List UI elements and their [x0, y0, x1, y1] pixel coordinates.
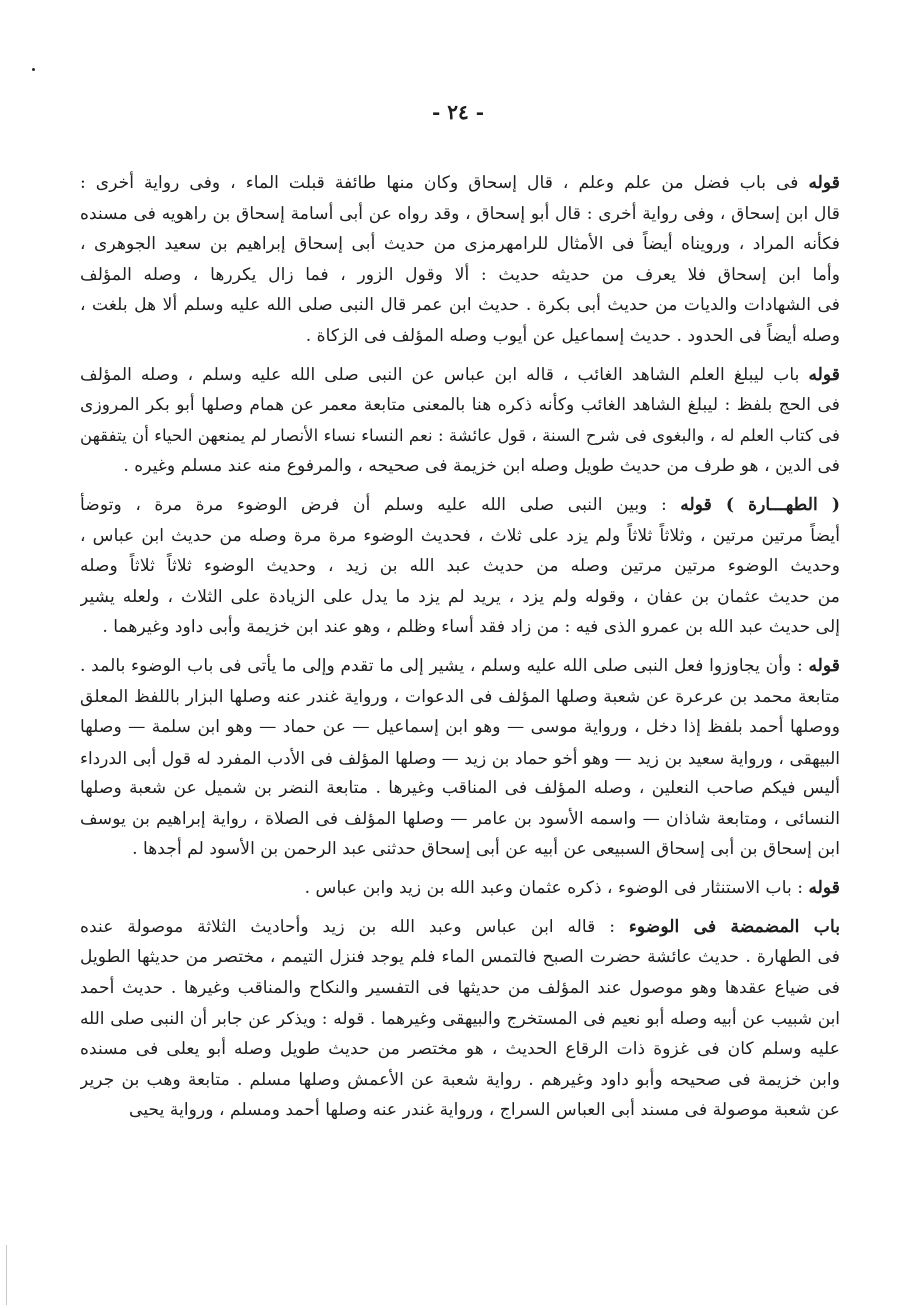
text-line: قال ابن إسحاق ، وفى رواية أخرى : قال أبو إسحاق ، وقد رواه عن أبى أسامة إسحاق بن راهويه فى مسنده	[80, 203, 840, 224]
page-number: - ٢٤ -	[431, 100, 484, 124]
text-line: النسائى ، ومتابعة شاذان — واسمه الأسود بن عامر — وصلها المؤلف فى الصلاة ، رواية إبراهيم بن يوسف	[80, 808, 840, 829]
text-line: قوله باب ليبلغ العلم الشاهد الغائب ، قاله ابن عباس عن النبى صلى الله عليه وسلم ، وصله المؤلف	[80, 364, 840, 385]
text-line: وابن خزيمة فى صحيحه وأبو داود وغيرهم . رواية شعبة عن الأعمش وصلها مسلم . متابعة وهب بن جرير	[80, 1069, 840, 1090]
text-line: فى الشهادات والديات من حديث أبى بكرة . حديث ابن عمر قال النبى صلى الله عليه وسلم ألا هل بلغت ،	[80, 295, 840, 316]
text-line: ( الطهـــارة ) قوله : وبين النبى صلى الله عليه وسلم أن فرض الوضوء مرة مرة ، وتوضأ	[80, 494, 840, 515]
paragraph	[80, 490, 840, 643]
scan-edge-line	[6, 1245, 7, 1305]
paragraph	[80, 651, 840, 865]
text-line: وأما ابن إسحاق فلا يعرف من حديثه حديث : ألا وقول الزور ، فما زال يكررها ، وصله المؤلف	[80, 264, 840, 285]
lead-keyword: باب المضمضة فى الوضوء	[628, 916, 840, 937]
text-line: قوله : وأن يجاوزوا فعل النبى صلى الله عليه وسلم ، يشير إلى ما تقدم وإلى ما يأتى فى باب الوضوء بالمد .	[80, 655, 840, 676]
text-line: عن شعبة موصولة فى مسند أبى العباس السراج ، ورواية غندر عنه وصلها أحمد ومسلم ، ورواية يحيى	[129, 1100, 840, 1121]
paragraph	[80, 912, 840, 1126]
text-line: ابن إسحاق بن أبى إسحاق السبيعى عن أبيه عن أبى إسحاق حدثنى عبد الرحمن بن الأسود لم أجدها .	[132, 839, 840, 860]
body-text	[80, 168, 840, 1134]
text-line: متابعة محمد بن عرعرة عن شعبة وصلها المؤلف فى الدعوات ، ورواية غندر عنه وصلها البزار باللفظ المعلق	[80, 686, 840, 707]
text-line: قوله : باب الاستنثار فى الوضوء ، ذكره عثمان وعبد الله بن زيد وابن عباس .	[304, 878, 840, 899]
text-line: عليه وسلم كان فى غزوة ذات الرقاع الحديث ، هو مختصر من حديث طويل وصله أبو يعلى فى مسنده	[80, 1039, 840, 1060]
text-line: أليس فيكم صاحب النعلين ، وصله المؤلف فى المناقب وغيرها . متابعة النضر بن شميل عن شعبة وصلها	[80, 778, 840, 799]
text-line: من حديث عثمان بن عفان ، وقوله ولم يزد ، يريد لم يزد ما يدل على الزيادة على الثلاث ، ولعله يشير	[80, 586, 840, 607]
paragraph	[80, 360, 840, 482]
margin-dot	[32, 68, 35, 71]
text-line: فكأنه المراد ، ورويناه أيضاً فى الأمثال للرامهرمزى من حديث أبى إسحاق إبراهيم بن سعيد الجوهرى ،	[80, 234, 840, 255]
text-line: ووصلها أحمد بلفظ إذا دخل ، ورواية موسى — وهو ابن إسماعيل — عن حماد — وهو ابن سلمة — وصلها	[80, 717, 840, 738]
text-line: قوله فى باب فضل من علم وعلم ، قال إسحاق وكان منها طائفة قبلت الماء ، وفى رواية أخرى :	[80, 173, 840, 193]
text-line: ابن شبيب عن أبيه وصله أبو نعيم فى المستخرج والبيهقى وغيرهما . قوله : ويذكر عن جابر أن النبى صلى الله	[80, 1008, 840, 1029]
text-line: باب المضمضة فى الوضوء : قاله ابن عباس وعبد الله بن زيد وأحاديث الثلاثة موصولة عنده	[80, 916, 840, 937]
text-line: فى الدين ، هو طرف من حديث طويل وصله ابن خزيمة فى صحيحه ، والمرفوع منه عند مسلم وغيره .	[123, 456, 840, 477]
text-line: فى الطهارة . حديث عائشة حضرت الصبح فالتمس الماء فلم يوجد فنزل التيمم ، مختصر من حديثها الطويل	[80, 947, 840, 968]
lead-keyword: قوله	[808, 364, 840, 385]
text-line: البيهقى ، ورواية سعيد بن زيد — وهو أخو حماد بن زيد — وصلها المؤلف فى الأدب المفرد له قول أبى الدرداء	[80, 747, 840, 768]
text-line: فى الحج بلفظ : ليبلغ الشاهد الغائب وكأنه ذكره هنا بالمعنى متابعة معمر عن همام وصلها أبو بكر المروزى	[80, 395, 840, 416]
text-line: إلى حديث عبد الله بن عمرو الذى فيه : من زاد فقد أساء وظلم ، وهو عند ابن خزيمة وأبى داود وغيرهما .	[102, 617, 840, 638]
text-line: فى كتاب العلم له ، والبغوى فى شرح السنة ، قول عائشة : نعم النساء نساء الأنصار لم يمنعهن الحياء أن يتفقهن	[80, 425, 840, 445]
text-line: وحديث الوضوء مرتين مرتين وصله من حديث عبد الله بن زيد ، وحديث الوضوء ثلاثاً ثلاثاً وصله	[80, 556, 840, 577]
text-line: وصله أيضاً فى الحدود . حديث إسماعيل عن أيوب وصله المؤلف فى الزكاة .	[305, 325, 840, 346]
lead-keyword: قوله	[808, 173, 840, 193]
paragraph	[80, 168, 840, 352]
lead-keyword: قوله	[808, 878, 840, 899]
lead-keyword: ( الطهـــارة ) قوله	[680, 494, 840, 515]
text-line: فى ضياع عقدها وهو موصول عند المؤلف من حديثها فى التفسير والنكاح والمناقب وغيرها . حديث أحمد	[80, 977, 840, 998]
text-line: أيضاً مرتين مرتين ، وثلاثاً ثلاثاً ولم يزد على ثلاث ، فحديث الوضوء مرة مرة وصله من حديث ابن عباس ،	[80, 525, 840, 546]
paragraph	[80, 873, 840, 904]
lead-keyword: قوله	[808, 655, 840, 676]
